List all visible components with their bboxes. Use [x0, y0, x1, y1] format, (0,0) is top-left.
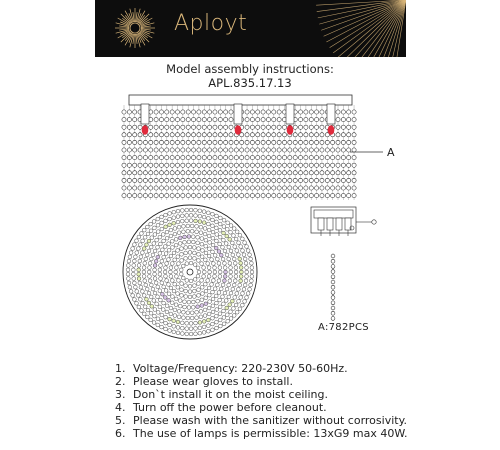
- list-item: 1. Voltage/Frequency: 220-230V 50-60Hz.: [115, 362, 348, 375]
- ceiling-frame: [129, 95, 352, 105]
- top-view-disc: [123, 205, 257, 339]
- list-item: 4. Turn off the power before cleanout.: [115, 401, 327, 414]
- crystal-strand-detail: [331, 253, 335, 320]
- list-item: 6. The use of lamps is permissible: 13xG9 max 40W.: [115, 427, 408, 440]
- callout-label: A: [387, 146, 395, 159]
- instructions-title: Model assembly instructions:: [166, 62, 334, 76]
- model-number: APL.835.17.13: [208, 76, 292, 90]
- list-item: 3. Don`t install it on the moist ceiling.: [115, 388, 328, 401]
- list-item: 5. Please wash with the sanitizer without corrosivity.: [115, 414, 408, 427]
- socket-detail: [311, 207, 376, 236]
- instruction-list: [115, 362, 408, 440]
- brand-name: Aployt: [174, 11, 248, 36]
- list-item: 2. Please wear gloves to install.: [115, 375, 293, 388]
- part-count-label: A:782PCS: [318, 322, 369, 333]
